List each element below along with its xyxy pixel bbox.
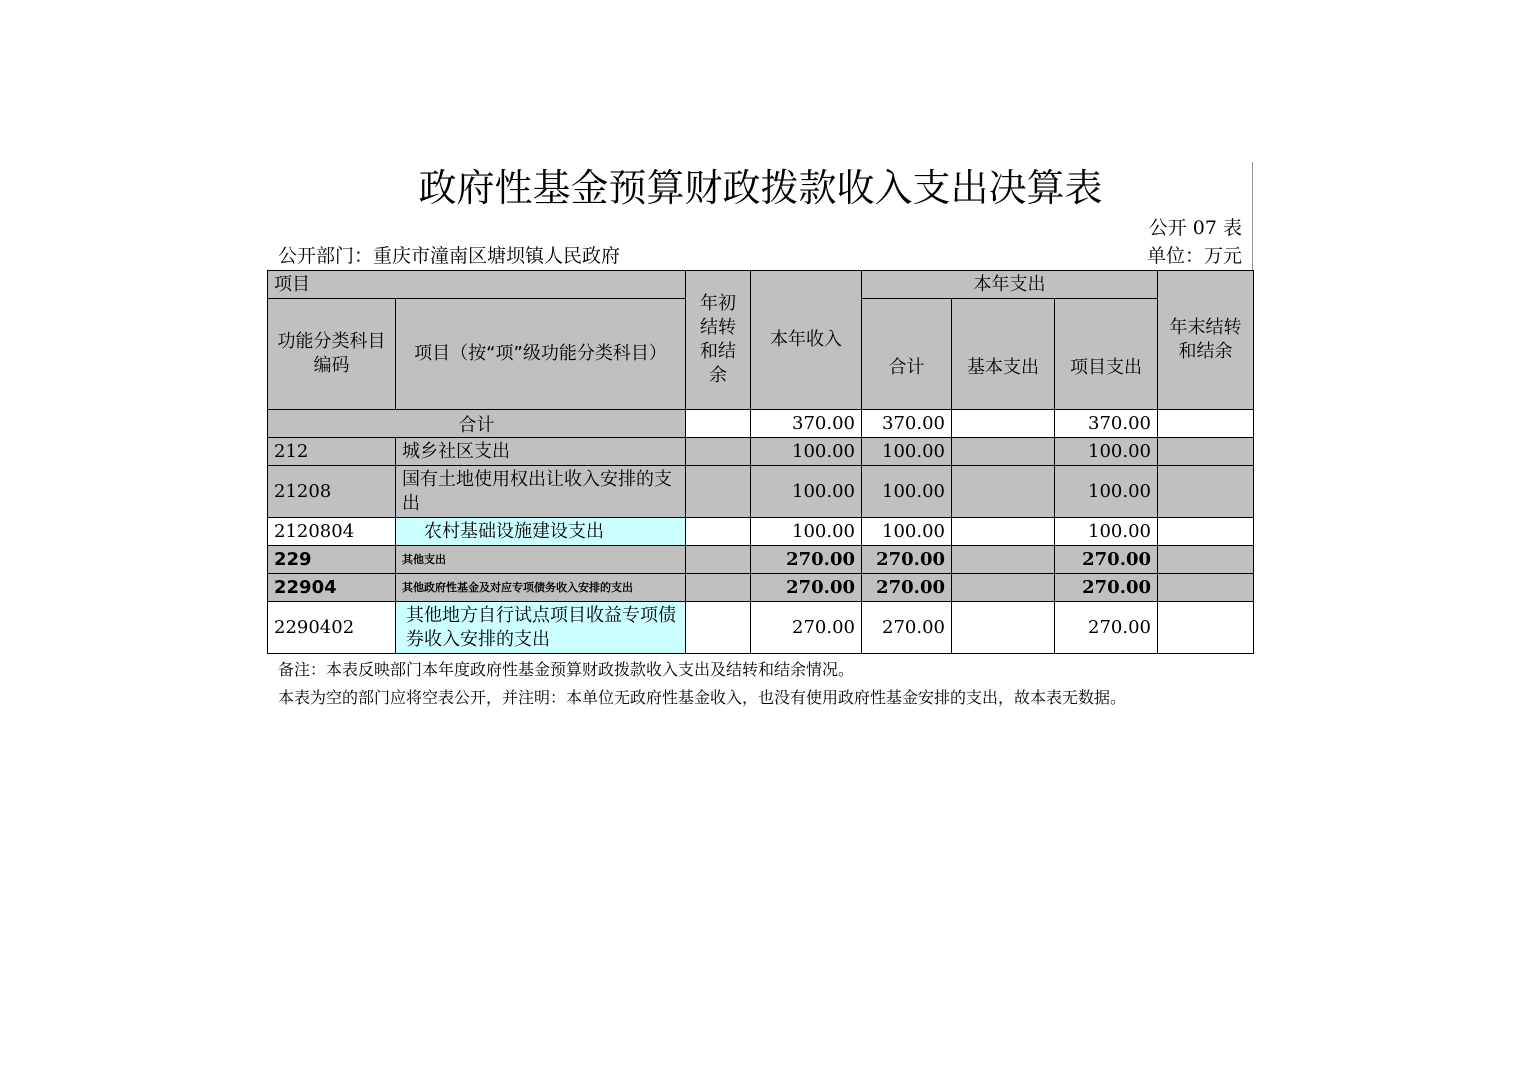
header-basic: 基本支出 (952, 299, 1055, 410)
row-total: 100.00 (862, 438, 952, 466)
row-income: 270.00 (751, 602, 862, 654)
total-project: 370.00 (1055, 410, 1158, 438)
row-opening (686, 466, 751, 518)
row-closing (1158, 602, 1254, 654)
row-project: 100.00 (1055, 518, 1158, 546)
row-basic (952, 546, 1055, 574)
table-row (268, 546, 1254, 574)
row-project: 270.00 (1055, 602, 1158, 654)
header-closing: 年末结转和结余 (1158, 271, 1254, 410)
row-closing (1158, 546, 1254, 574)
row-code: 21208 (268, 466, 396, 518)
row-closing (1158, 574, 1254, 602)
department-label: 公开部门：重庆市潼南区塘坝镇人民政府 (278, 245, 621, 267)
row-project: 100.00 (1055, 466, 1158, 518)
row-opening (686, 518, 751, 546)
row-closing (1158, 466, 1254, 518)
row-opening (686, 574, 751, 602)
header-row-1 (268, 271, 1254, 299)
row-total: 270.00 (862, 546, 952, 574)
row-project: 270.00 (1055, 574, 1158, 602)
header-income: 本年收入 (751, 271, 862, 410)
row-income: 100.00 (751, 518, 862, 546)
row-name: 其他地方自行试点项目收益专项债券收入安排的支出 (396, 602, 686, 654)
total-opening (686, 410, 751, 438)
total-closing (1158, 410, 1254, 438)
row-project: 270.00 (1055, 546, 1158, 574)
row-opening (686, 546, 751, 574)
row-basic (952, 438, 1055, 466)
header-item: 项目 (268, 271, 686, 299)
row-name: 国有土地使用权出让收入安排的支出 (396, 466, 686, 518)
row-income: 100.00 (751, 438, 862, 466)
row-income: 270.00 (751, 546, 862, 574)
budget-table (267, 270, 1254, 654)
row-name: 农村基础设施建设支出 (396, 518, 686, 546)
total-income: 370.00 (751, 410, 862, 438)
header-total: 合计 (862, 299, 952, 410)
row-code: 212 (268, 438, 396, 466)
row-income: 100.00 (751, 466, 862, 518)
row-name: 其他支出 (396, 546, 686, 574)
page-title: 政府性基金预算财政拨款收入支出决算表 (418, 166, 1103, 210)
row-code: 229 (268, 546, 396, 574)
note-line-2: 本表为空的部门应将空表公开，并注明：本单位无政府性基金收入，也没有使用政府性基金安排的支出，故本表无数据。 (278, 688, 1127, 707)
row-total: 270.00 (862, 574, 952, 602)
total-basic (952, 410, 1055, 438)
row-total: 100.00 (862, 466, 952, 518)
row-basic (952, 574, 1055, 602)
row-basic (952, 518, 1055, 546)
total-label: 合计 (268, 410, 686, 438)
unit-label: 单位：万元 (1146, 245, 1242, 267)
note-line-1: 备注：本表反映部门本年度政府性基金预算财政拨款收入支出及结转和结余情况。 (278, 660, 855, 679)
row-opening (686, 602, 751, 654)
header-expense-group: 本年支出 (862, 271, 1158, 299)
row-opening (686, 438, 751, 466)
row-basic (952, 466, 1055, 518)
total-total: 370.00 (862, 410, 952, 438)
header-opening: 年初结转和结余 (686, 271, 751, 410)
row-project: 100.00 (1055, 438, 1158, 466)
table-row (268, 602, 1254, 654)
table-row (268, 466, 1254, 518)
row-total: 270.00 (862, 602, 952, 654)
row-code: 2290402 (268, 602, 396, 654)
table-row-total (268, 410, 1254, 438)
row-name: 其他政府性基金及对应专项债务收入安排的支出 (396, 574, 686, 602)
row-basic (952, 602, 1055, 654)
table-row (268, 574, 1254, 602)
row-income: 270.00 (751, 574, 862, 602)
header-project: 项目支出 (1055, 299, 1158, 410)
header-name: 项目（按“项”级功能分类科目） (396, 299, 686, 410)
row-code: 2120804 (268, 518, 396, 546)
row-closing (1158, 518, 1254, 546)
table-row (268, 438, 1254, 466)
form-number: 公开 07 表 (1148, 217, 1242, 239)
row-total: 100.00 (862, 518, 952, 546)
row-code: 22904 (268, 574, 396, 602)
header-code: 功能分类科目编码 (268, 299, 396, 410)
row-name: 城乡社区支出 (396, 438, 686, 466)
table-row (268, 518, 1254, 546)
row-closing (1158, 438, 1254, 466)
